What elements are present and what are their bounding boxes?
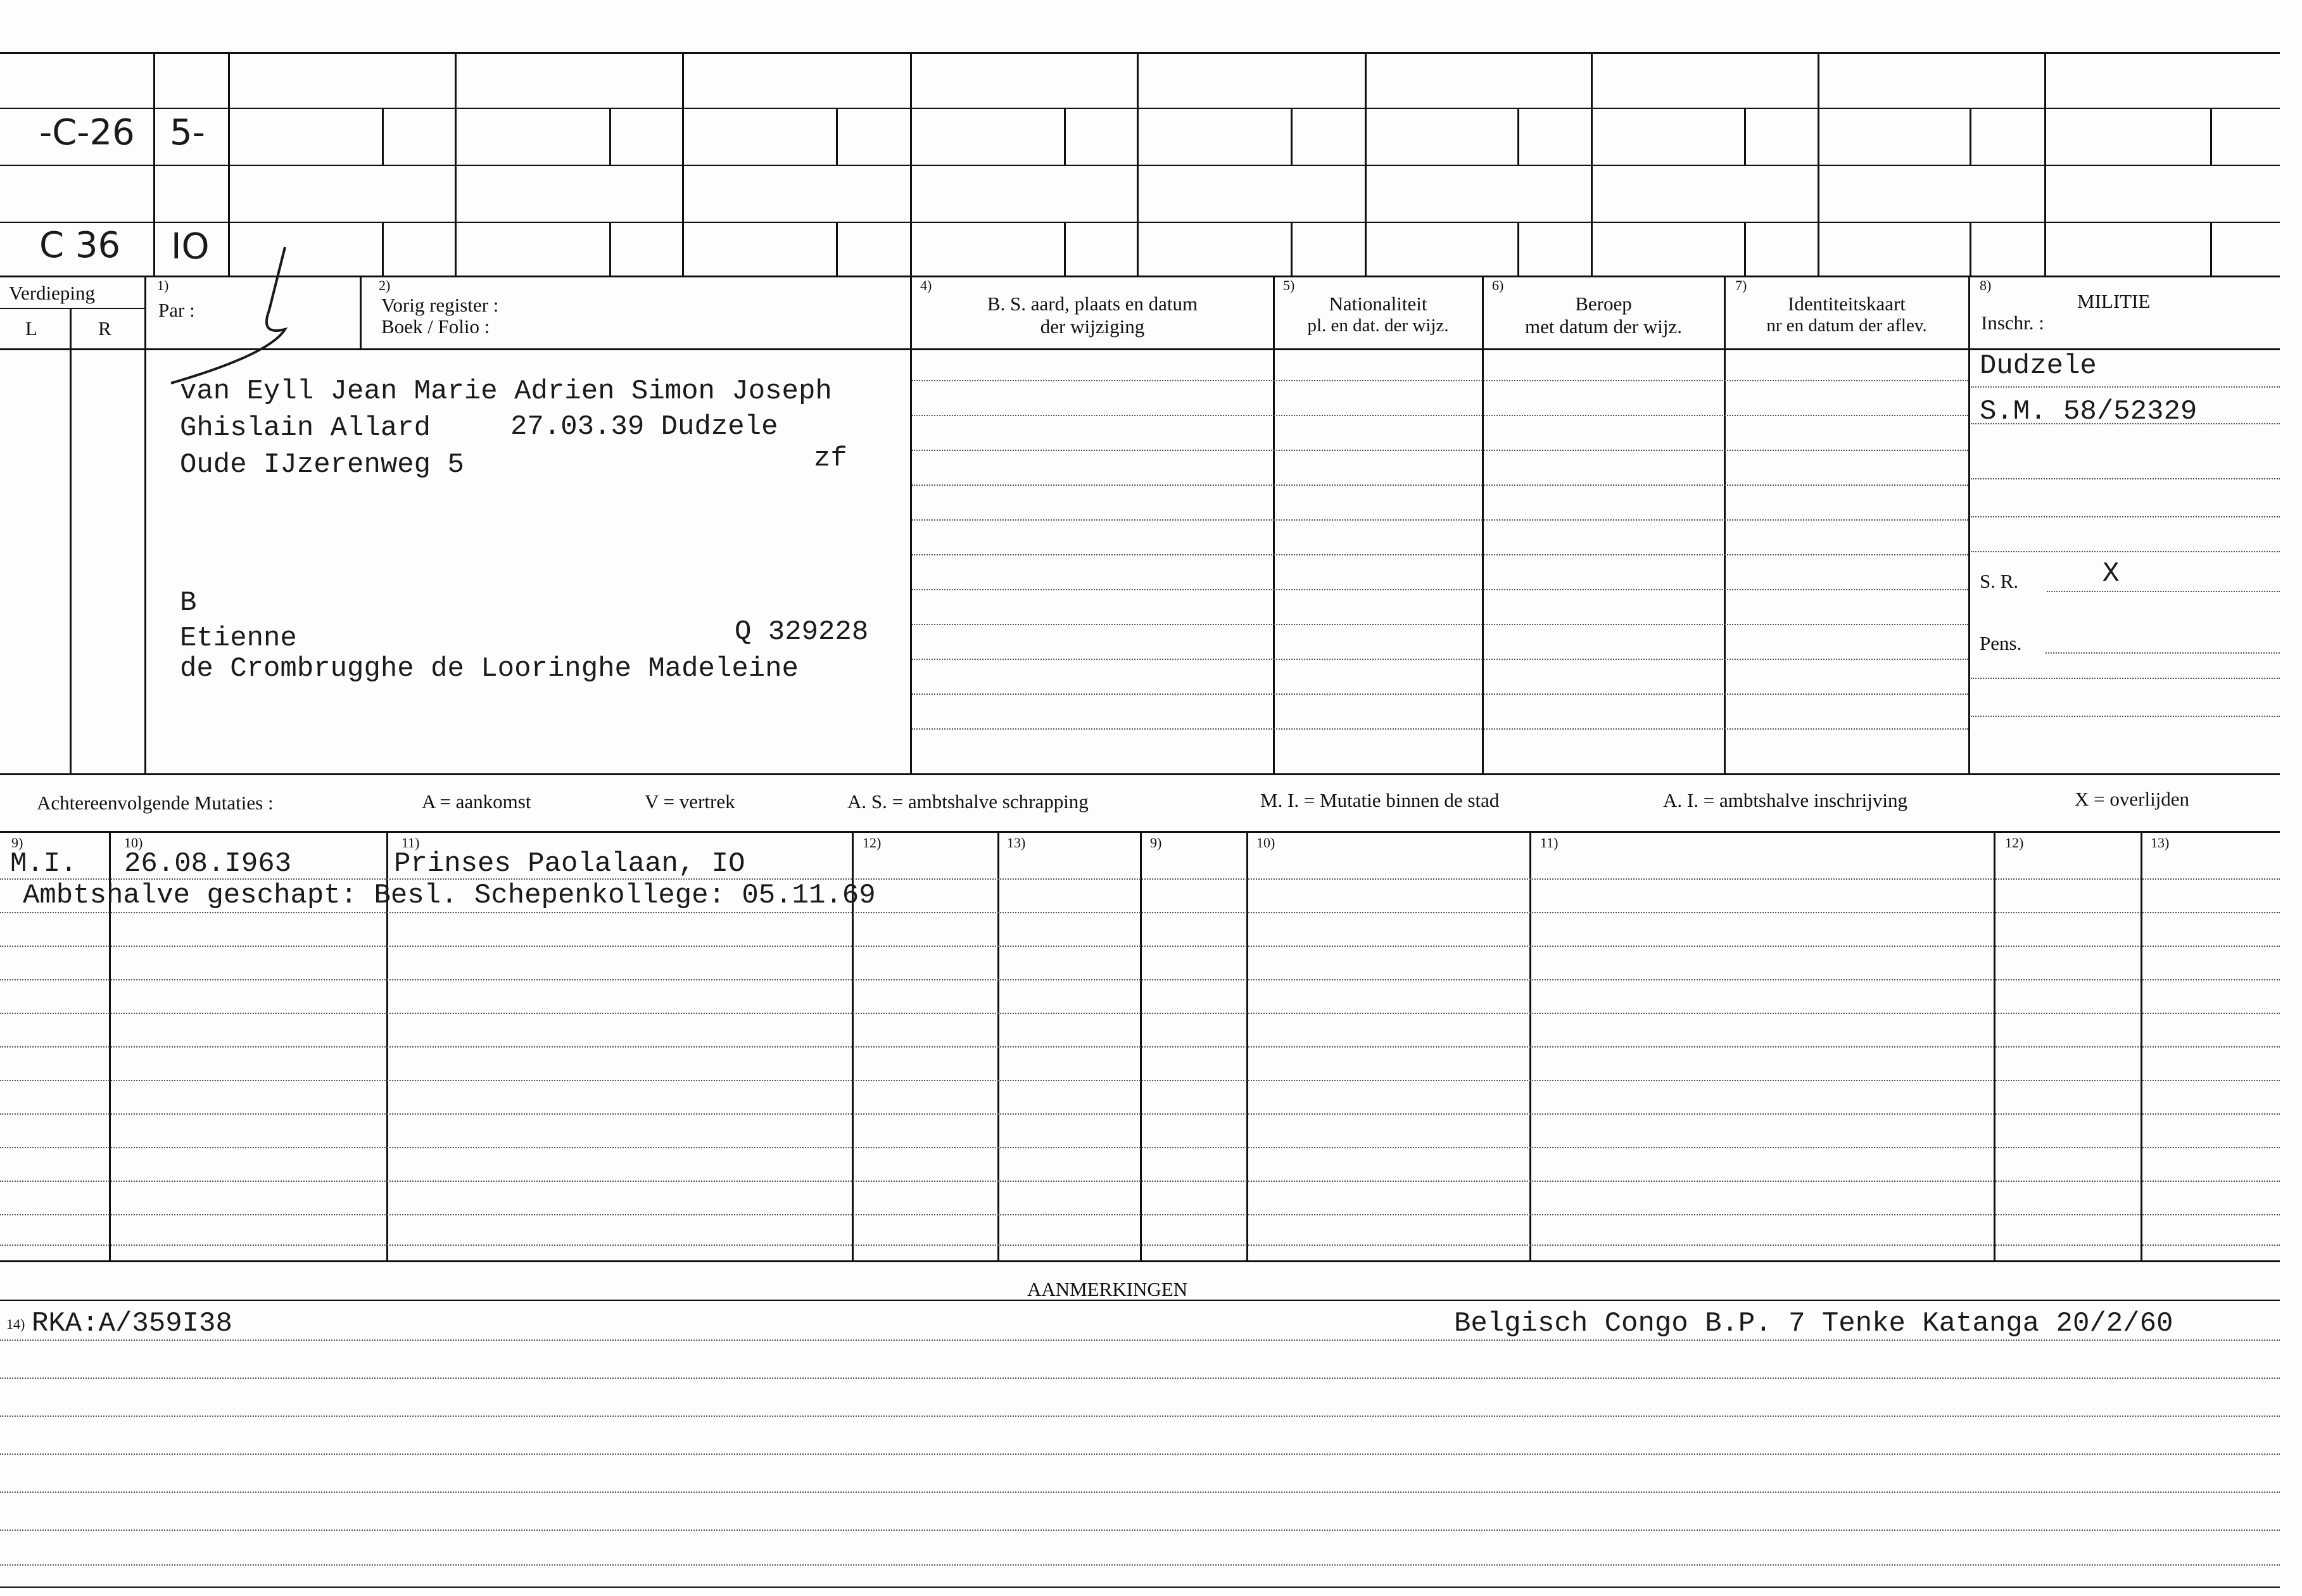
b-code: B <box>180 587 197 619</box>
sr-value: X <box>2103 558 2120 590</box>
nat-header-line1: Nationaliteit <box>1329 293 1427 315</box>
par-label: Par : <box>158 299 195 321</box>
identity-number: Q 329228 <box>735 616 869 648</box>
mut-col-11: 11) <box>402 835 420 851</box>
id-header-line2: nr en datum der aflev. <box>1766 315 1927 336</box>
mut-col-11b: 11) <box>1540 835 1559 851</box>
grid-cell-b: 5- <box>170 112 205 153</box>
legend-item-mi: M. I. = Mutatie binnen de stad <box>1260 789 1500 811</box>
mut-col-9b: 9) <box>1150 835 1162 851</box>
person-name-line1: van Eyll Jean Marie Adrien Simon Joseph <box>180 376 832 407</box>
mut-col-13: 13) <box>1007 835 1026 851</box>
par-number: 1) <box>157 277 169 293</box>
bs-header-line1: B. S. aard, plaats en datum <box>987 293 1198 315</box>
mut-col-9: 9) <box>11 835 23 851</box>
grid-cell-a: -C-26 <box>39 112 135 153</box>
mutation-type: M.I. <box>10 848 77 880</box>
inschr-label: Inschr. : <box>1981 312 2044 334</box>
id-number: 7) <box>1735 277 1747 293</box>
legend-item-v: V = vertrek <box>645 790 735 813</box>
zf-code: zf <box>814 443 847 474</box>
militie-inschr-value: Dudzele <box>1980 350 2097 382</box>
remarks-note: Belgisch Congo B.P. 7 Tenke Katanga 20/2/60 <box>1454 1308 2173 1340</box>
mutation-address: Prinses Paolalaan, IO <box>394 848 745 880</box>
grid-cell-d: IO <box>171 226 210 267</box>
mut-col-10b: 10) <box>1256 835 1275 851</box>
legend-item-ai: A. I. = ambtshalve inschrijving <box>1663 789 1907 811</box>
beroep-header-line1: Beroep <box>1575 293 1632 315</box>
legend-title: Achtereenvolgende Mutaties : <box>37 792 274 814</box>
boek-folio-label: Boek / Folio : <box>381 315 490 338</box>
sr-label: S. R. <box>1980 570 2019 592</box>
verdieping-label: Verdieping <box>9 282 96 304</box>
mut-col-13b: 13) <box>2151 835 2170 851</box>
remarks-reference: RKA:A/359I38 <box>32 1308 232 1340</box>
grid-cell-c: C 36 <box>39 225 121 266</box>
legend-item-as: A. S. = ambtshalve schrapping <box>847 790 1089 813</box>
address-line: Oude IJzerenweg 5 <box>180 449 464 481</box>
militie-header: MILITIE <box>2077 290 2151 312</box>
id-header-line1: Identiteitskaart <box>1788 293 1906 315</box>
mutation-ambtshalve-note: Ambtshalve geschapt: Besl. Schepenkollege: 05.11.69 <box>23 880 876 911</box>
nat-header-line2: pl. en dat. der wijz. <box>1307 315 1449 336</box>
mutation-date: 26.08.I963 <box>124 848 292 880</box>
beroep-header-line2: met datum der wijz. <box>1525 315 1682 338</box>
militie-sm-value: S.M. 58/52329 <box>1980 396 2198 428</box>
remarks-title: AANMERKINGEN <box>1027 1278 1188 1300</box>
legend-item-x: X = overlijden <box>2075 788 2190 810</box>
vorig-register-label: Vorig register : <box>381 294 499 316</box>
par-stroke <box>158 241 317 393</box>
beroep-number: 6) <box>1492 277 1504 293</box>
pens-label: Pens. <box>1980 632 2022 654</box>
vorig-number: 2) <box>379 277 391 293</box>
mut-col-10: 10) <box>124 835 143 851</box>
militie-number: 8) <box>1980 277 1992 293</box>
father-name: Etienne <box>180 623 297 654</box>
r-label: R <box>98 317 111 339</box>
bs-header-line2: der wijziging <box>1040 315 1145 338</box>
l-label: L <box>25 317 37 339</box>
mother-name: de Crombrugghe de Looringhe Madeleine <box>180 653 799 685</box>
remarks-number: 14) <box>6 1316 25 1332</box>
birth-date-place: 27.03.39 Dudzele <box>510 411 778 443</box>
mut-col-12b: 12) <box>2005 835 2024 851</box>
person-name-line2: Ghislain Allard <box>180 412 431 444</box>
nat-number: 5) <box>1283 277 1295 293</box>
bs-number: 4) <box>920 277 932 293</box>
legend-item-a: A = aankomst <box>422 790 531 813</box>
mut-col-12: 12) <box>863 835 882 851</box>
